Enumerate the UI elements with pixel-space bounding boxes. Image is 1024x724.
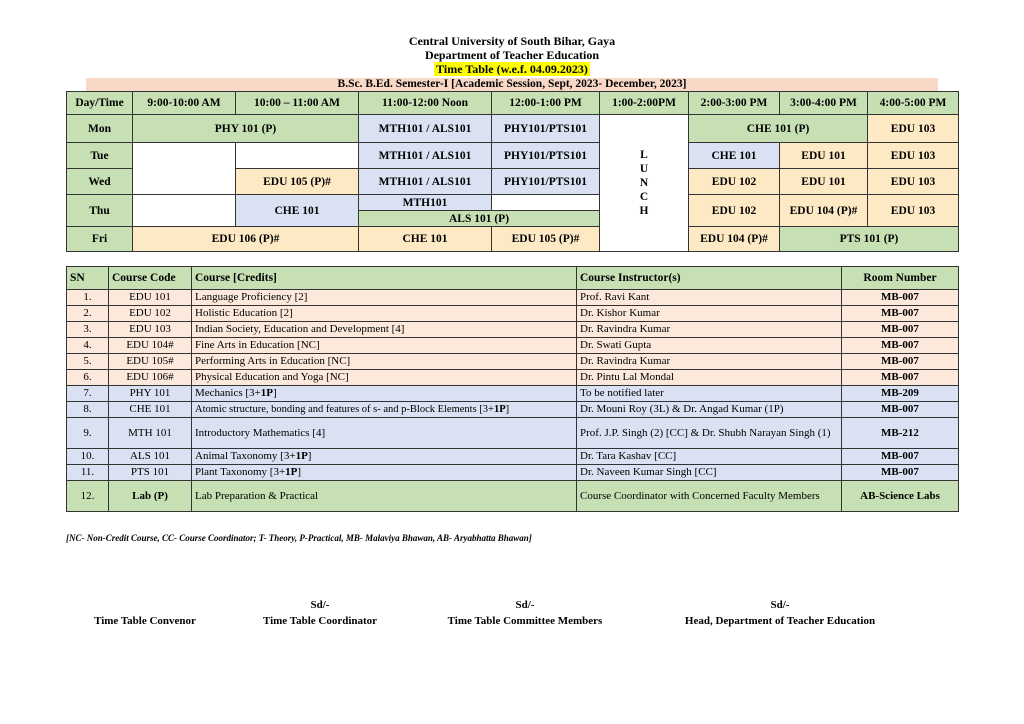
lunch-cell — [600, 115, 689, 252]
title-bold: 1P — [285, 466, 298, 478]
slot-cell: MTH101 / ALS101 — [359, 143, 492, 169]
slot-cell: EDU 106 (P)# — [133, 227, 359, 252]
title-cell: Introductory Mathematics [4] — [192, 418, 577, 449]
title-cell — [192, 465, 577, 481]
column-header: SN — [67, 267, 109, 290]
sn-cell: 4. — [67, 338, 109, 354]
title-text: ] — [297, 466, 302, 478]
day-cell: Mon — [67, 115, 133, 143]
table-row — [67, 338, 959, 354]
title-cell: Language Proficiency [2] — [192, 290, 577, 306]
slot-cell: EDU 102 — [689, 195, 780, 227]
title-bold: 1P — [260, 387, 273, 399]
room-cell: MB-007 — [842, 402, 959, 418]
instructor-cell: Dr. Tara Kashav [CC] — [577, 449, 842, 465]
row-fri — [67, 227, 959, 252]
legend-note: [NC- Non-Credit Course, CC- Course Coordinator; T- Theory, P-Practical, MB- Malaviya Bhawan, AB- Aryabhatta Bhawan] — [66, 533, 532, 543]
day-cell: Fri — [67, 227, 133, 252]
table-row — [67, 306, 959, 322]
header-cell: 12:00-1:00 PM — [492, 92, 600, 115]
instructor-cell: Dr. Ravindra Kumar — [577, 322, 842, 338]
code-cell: EDU 103 — [109, 322, 192, 338]
table-row — [67, 290, 959, 306]
sn-cell: 11. — [67, 465, 109, 481]
slot-cell: PHY 101 (P) — [133, 115, 359, 143]
title-cell: Lab Preparation & Practical — [192, 481, 577, 512]
code-cell: EDU 106# — [109, 370, 192, 386]
header-cell: 2:00-3:00 PM — [689, 92, 780, 115]
instructor-cell: Dr. Pintu Lal Mondal — [577, 370, 842, 386]
slot-cell: EDU 104 (P)# — [689, 227, 780, 252]
code-cell: CHE 101 — [109, 402, 192, 418]
row-thu — [67, 195, 959, 211]
sn-cell: 12. — [67, 481, 109, 512]
signature-role: Time Table Convenor — [94, 615, 196, 627]
instructor-cell: Prof. Ravi Kant — [577, 290, 842, 306]
slot-cell: EDU 101 — [780, 169, 868, 195]
sn-cell: 5. — [67, 354, 109, 370]
instructor-cell: Course Coordinator with Concerned Faculty Members — [577, 481, 842, 512]
code-cell: ALS 101 — [109, 449, 192, 465]
title-bold: 1P — [295, 450, 308, 462]
sn-cell: 2. — [67, 306, 109, 322]
day-cell: Tue — [67, 143, 133, 169]
room-cell: MB-007 — [842, 306, 959, 322]
sn-cell: 1. — [67, 290, 109, 306]
title-cell — [192, 449, 577, 465]
empty-slot — [236, 143, 359, 169]
empty-slot — [133, 195, 236, 227]
slot-cell: EDU 104 (P)# — [780, 195, 868, 227]
column-header: Course Code — [109, 267, 192, 290]
instructor-cell: Prof. J.P. Singh (2) [CC] & Dr. Shubh Narayan Singh (1) — [577, 418, 842, 449]
signature-role: Head, Department of Teacher Education — [684, 615, 876, 627]
slot-cell: PHY101/PTS101 — [492, 115, 600, 143]
title-cell: Performing Arts in Education [NC] — [192, 354, 577, 370]
timetable-title: Time Table (w.e.f. 04.09.2023) — [436, 62, 588, 76]
room-cell: AB-Science Labs — [842, 481, 959, 512]
lunch-letter: L — [640, 149, 648, 161]
table-row — [67, 370, 959, 386]
table-row — [67, 418, 959, 449]
room-cell: MB-007 — [842, 354, 959, 370]
room-cell: MB-007 — [842, 290, 959, 306]
code-cell: EDU 101 — [109, 290, 192, 306]
title-cell: Fine Arts in Education [NC] — [192, 338, 577, 354]
code-cell: PTS 101 — [109, 465, 192, 481]
title-text: ] — [505, 404, 510, 415]
table-row — [67, 354, 959, 370]
slot-cell: MTH101 — [359, 195, 492, 211]
signature-role: Time Table Committee Members — [447, 615, 603, 627]
header-cell: 9:00-10:00 AM — [133, 92, 236, 115]
sn-cell: 6. — [67, 370, 109, 386]
sn-cell: 9. — [67, 418, 109, 449]
table-row — [67, 386, 959, 402]
lunch-letter: N — [639, 177, 649, 189]
weekly-timetable — [66, 91, 959, 252]
slot-cell: PHY101/PTS101 — [492, 143, 600, 169]
header-cell: 10:00 – 11:00 AM — [236, 92, 359, 115]
day-cell: Wed — [67, 169, 133, 195]
sn-cell: 8. — [67, 402, 109, 418]
empty-slot — [492, 195, 600, 211]
timetable-title-row — [0, 62, 1024, 76]
title-text: Animal Taxonomy [3+ — [195, 450, 296, 462]
slot-cell: CHE 101 — [359, 227, 492, 252]
title-text: ] — [307, 450, 312, 462]
signature-coordinator — [245, 597, 395, 629]
column-header: Course [Credits] — [192, 267, 577, 290]
row-tue — [67, 143, 959, 169]
code-cell: EDU 102 — [109, 306, 192, 322]
row-mon — [67, 115, 959, 143]
slot-cell: MTH101 / ALS101 — [359, 115, 492, 143]
title-cell: Indian Society, Education and Development [4] — [192, 322, 577, 338]
title-text: ] — [273, 387, 277, 399]
sn-cell: 3. — [67, 322, 109, 338]
empty-slot — [133, 143, 236, 195]
room-cell: MB-209 — [842, 386, 959, 402]
course-header-row — [67, 267, 959, 290]
lunch-letter: C — [639, 191, 649, 203]
session-banner: B.Sc. B.Ed. Semester-I [Academic Session, Sept, 2023- December, 2023] — [86, 78, 938, 91]
slot-cell: MTH101 / ALS101 — [359, 169, 492, 195]
header-cell: 11:00-12:00 Noon — [359, 92, 492, 115]
instructor-cell: Dr. Kishor Kumar — [577, 306, 842, 322]
header-cell: 4:00-5:00 PM — [868, 92, 959, 115]
department-name: Department of Teacher Education — [424, 48, 600, 62]
code-cell: PHY 101 — [109, 386, 192, 402]
sd-mark — [80, 597, 210, 613]
code-cell: Lab (P) — [109, 481, 192, 512]
code-cell: EDU 105# — [109, 354, 192, 370]
sd-mark: Sd/- — [770, 599, 790, 611]
sd-mark: Sd/- — [310, 599, 330, 611]
room-cell: MB-007 — [842, 322, 959, 338]
room-cell: MB-007 — [842, 338, 959, 354]
timetable-header-row — [67, 92, 959, 115]
slot-cell: PTS 101 (P) — [780, 227, 959, 252]
title-cell — [192, 386, 577, 402]
slot-cell: ALS 101 (P) — [359, 211, 600, 227]
signature-role: Time Table Coordinator — [262, 615, 378, 627]
slot-cell: EDU 103 — [868, 195, 959, 227]
instructor-cell: Dr. Mouni Roy (3L) & Dr. Angad Kumar (1P) — [577, 402, 842, 418]
signature-committee — [425, 597, 625, 629]
lunch-letter: U — [639, 163, 649, 175]
title-text: Mechanics [3+ — [195, 387, 261, 399]
slot-cell: PHY101/PTS101 — [492, 169, 600, 195]
slot-cell: EDU 105 (P)# — [236, 169, 359, 195]
course-table — [66, 266, 959, 512]
university-name: Central University of South Bihar, Gaya — [408, 34, 616, 48]
header-cell: 3:00-4:00 PM — [780, 92, 868, 115]
instructor-cell: Dr. Ravindra Kumar — [577, 354, 842, 370]
slot-cell: EDU 105 (P)# — [492, 227, 600, 252]
title-bold: 1P — [493, 404, 506, 415]
table-row — [67, 465, 959, 481]
instructor-cell: Dr. Naveen Kumar Singh [CC] — [577, 465, 842, 481]
signature-head — [660, 597, 900, 629]
instructor-cell: To be notified later — [577, 386, 842, 402]
slot-cell: EDU 103 — [868, 115, 959, 143]
signature-convenor — [80, 597, 210, 629]
column-header: Course Instructor(s) — [577, 267, 842, 290]
table-row — [67, 481, 959, 512]
code-cell: EDU 104# — [109, 338, 192, 354]
title-cell: Holistic Education [2] — [192, 306, 577, 322]
instructor-cell: Dr. Swati Gupta — [577, 338, 842, 354]
room-cell: MB-007 — [842, 370, 959, 386]
title-text: Atomic structure, bonding and features of s- and p-Block Elements [3+ — [195, 404, 494, 415]
header-cell: 1:00-2:00PM — [600, 92, 689, 115]
title-cell — [192, 402, 577, 418]
title-text: Plant Taxonomy [3+ — [195, 466, 286, 478]
room-cell: MB-212 — [842, 418, 959, 449]
table-row — [67, 322, 959, 338]
lunch-letter: H — [639, 205, 649, 217]
room-cell: MB-007 — [842, 465, 959, 481]
table-row — [67, 449, 959, 465]
room-cell: MB-007 — [842, 449, 959, 465]
slot-cell: EDU 101 — [780, 143, 868, 169]
slot-cell: CHE 101 (P) — [689, 115, 868, 143]
sd-mark: Sd/- — [515, 599, 535, 611]
slot-cell: CHE 101 — [236, 195, 359, 227]
column-header: Room Number — [842, 267, 959, 290]
slot-cell: CHE 101 — [689, 143, 780, 169]
sn-cell: 10. — [67, 449, 109, 465]
title-cell: Physical Education and Yoga [NC] — [192, 370, 577, 386]
slot-cell: EDU 102 — [689, 169, 780, 195]
header-cell: Day/Time — [67, 92, 133, 115]
sn-cell: 7. — [67, 386, 109, 402]
day-cell: Thu — [67, 195, 133, 227]
slot-cell: EDU 103 — [868, 169, 959, 195]
code-cell: MTH 101 — [109, 418, 192, 449]
table-row — [67, 402, 959, 418]
slot-cell: EDU 103 — [868, 143, 959, 169]
